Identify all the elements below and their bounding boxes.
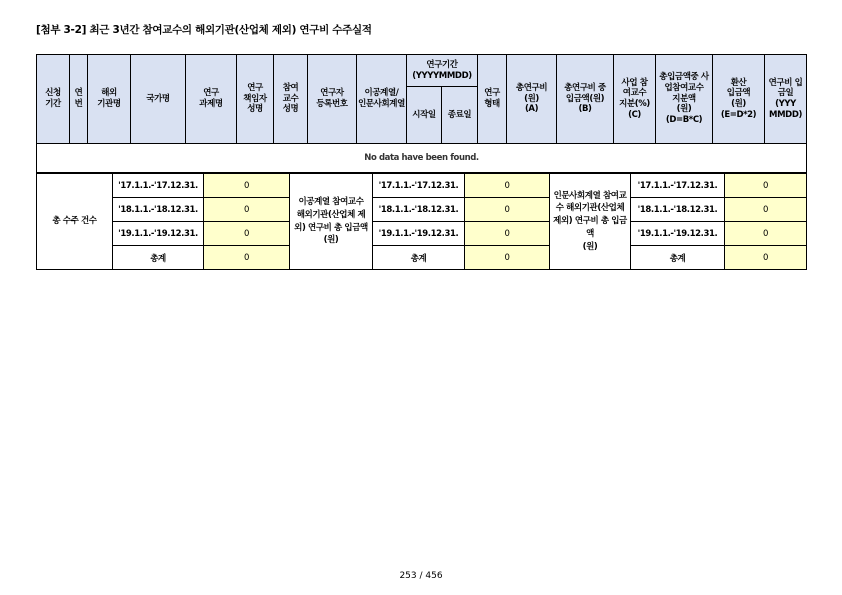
humanities-value: 0: [725, 222, 807, 246]
period-cell: '19.1.1.-'19.12.31.: [113, 222, 204, 246]
col-share-pct: 사업 참 여교수 지분(%) (C): [614, 55, 656, 144]
period-cell: '18.1.1.-'18.12.31.: [113, 198, 204, 222]
total-label: 총계: [373, 246, 465, 270]
count-value: 0: [204, 222, 290, 246]
col-total-funding: 총연구비 (원) (A): [507, 55, 557, 144]
project-table: [36, 54, 807, 173]
period-cell: '19.1.1.-'19.12.31.: [631, 222, 725, 246]
stem-total-value: 0: [465, 246, 550, 270]
count-value: 0: [204, 198, 290, 222]
stem-value: 0: [465, 174, 550, 198]
page-title: [첨부 3-2] 최근 3년간 참여교수의 해외기관(산업체 제외) 연구비 수주실적: [36, 24, 372, 36]
period-cell: '19.1.1.-'19.12.31.: [373, 222, 465, 246]
count-total-value: 0: [204, 246, 290, 270]
col-deposit-date: 연구비 입 금일 (YYY MMDD): [765, 55, 807, 144]
col-pi: 연구 책임자 성명: [237, 55, 274, 144]
col-institution: 해외 기관명: [88, 55, 131, 144]
humanities-value: 0: [725, 198, 807, 222]
count-value: 0: [204, 174, 290, 198]
total-label: 총계: [113, 246, 204, 270]
summary-table: [36, 173, 807, 270]
col-deposit: 총연구비 중 입금액(원) (B): [557, 55, 614, 144]
col-converted: 환산 입금액 (원) (E=D*2): [713, 55, 765, 144]
col-research-period: 연구기간 (YYYYMMDD): [407, 55, 478, 87]
period-cell: '18.1.1.-'18.12.31.: [373, 198, 465, 222]
total-label: 총계: [631, 246, 725, 270]
col-country: 국가명: [131, 55, 186, 144]
no-data-message: No data have been found.: [37, 144, 807, 173]
period-cell: '17.1.1.-'17.12.31.: [631, 174, 725, 198]
total-count-label: 총 수주 건수: [37, 174, 113, 270]
col-end-date: 종료일: [442, 87, 478, 144]
humanities-total-value: 0: [725, 246, 807, 270]
page-number: 253 / 456: [399, 571, 443, 581]
col-project: 연구 과제명: [186, 55, 237, 144]
humanities-value: 0: [725, 174, 807, 198]
col-apply-period: 신청 기간: [37, 55, 70, 144]
col-research-type: 연구 형태: [478, 55, 507, 144]
col-professor: 참여 교수 성명: [274, 55, 308, 144]
humanities-total-label: 인문사회계열 참여교 수 해외기관(산업체 제외) 연구비 총 입금 액 (원): [550, 174, 631, 270]
col-researcher-id: 연구자 등록번호: [308, 55, 357, 144]
period-cell: '17.1.1.-'17.12.31.: [373, 174, 465, 198]
stem-value: 0: [465, 222, 550, 246]
period-cell: '17.1.1.-'17.12.31.: [113, 174, 204, 198]
col-share-amount: 총입금액중 사 업참여교수 지분액 (원) (D=B*C): [656, 55, 713, 144]
col-field: 이공계열/ 인문사회계열: [357, 55, 407, 144]
period-cell: '18.1.1.-'18.12.31.: [631, 198, 725, 222]
stem-value: 0: [465, 198, 550, 222]
stem-total-label: 이공계열 참여교수 해외기관(산업체 제 외) 연구비 총 입금액 (원): [290, 174, 373, 270]
col-serial: 연 번: [70, 55, 88, 144]
col-start-date: 시작일: [407, 87, 442, 144]
